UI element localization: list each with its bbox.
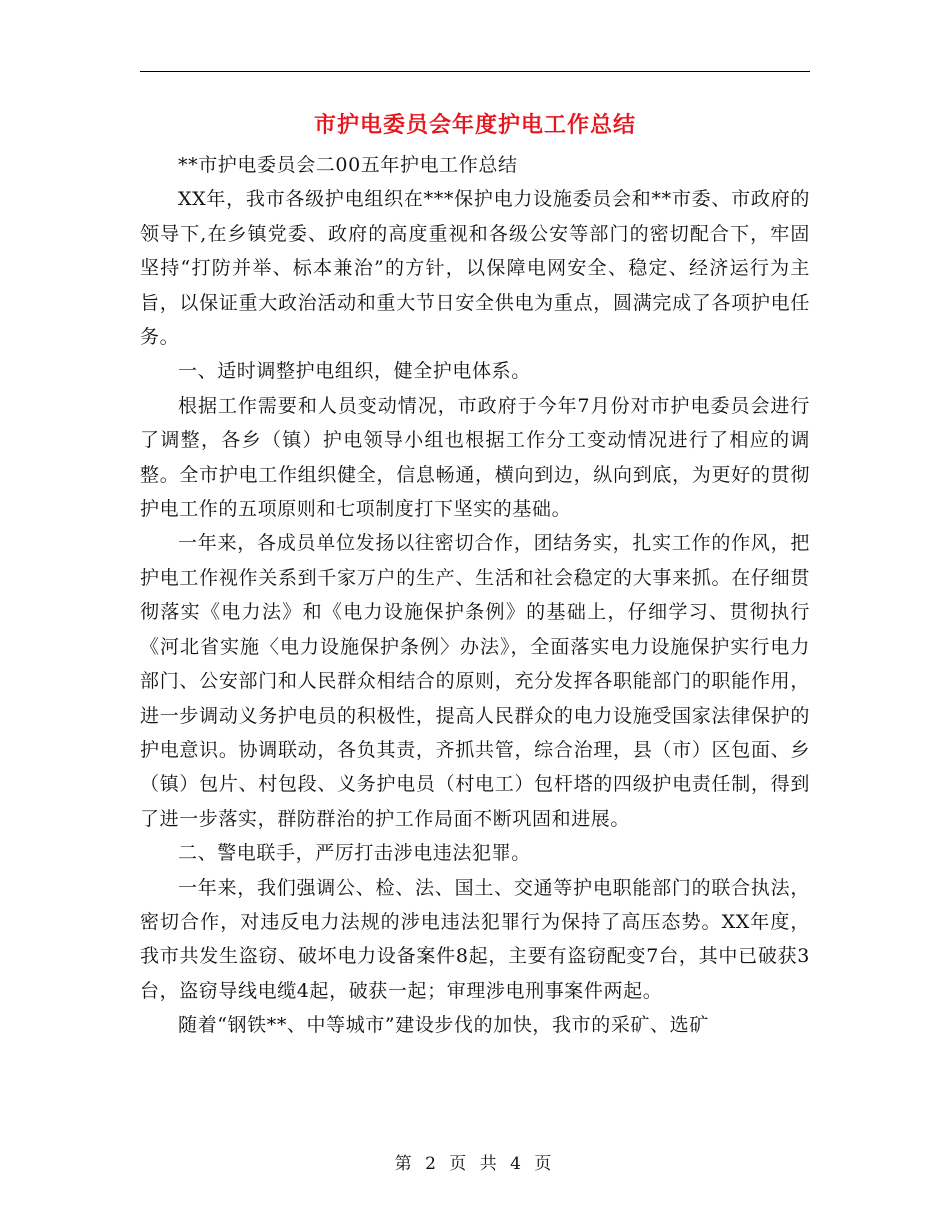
document-title: 市护电委员会年度护电工作总结 (313, 112, 636, 138)
section-heading-2: 二、警电联手，严厉打击涉电违法犯罪。 (178, 842, 531, 865)
body-paragraph: 一年来，各成员单位发扬以往密切合作，团结务实，扎实工作的作风，把护电工作视作关系到千家万户的生产、生活和社会稳定的大事来抓。在仔细贯彻落实《电力法》和《电力设施保护条例》的基础上，仔细学习、贯彻执行《河北省实施〈电力设施保护条例〉办法》，全面落实电力设施保护实行电力部门、公安部门和人民群众相结合的原则，充分发挥各职能部门的职能作用，进一步调动义务护电员的积极性，提高人民群众的电力设施受国家法律保护的护电意识。协调联动，各负其责，齐抓共管，综合治理，县（市）区包面、乡（镇）包片、村包段、义务护电员（村电工）包杆塔的四级护电责任制，得到了进一步落实，群防群治的护工作局面不断巩固和进展。 (140, 532, 810, 830)
document-body (140, 148, 810, 1043)
body-paragraph-continued: 随着“钢铁**、中等城市”建设步伐的加快，我市的采矿、选矿 (178, 1014, 709, 1037)
intro-paragraph: XX年，我市各级护电组织在***保护电力设施委员会和**市委、市政府的领导下,在乡镇党委、政府的高度重视和各级公安等部门的密切配合下，牢固坚持“打防并举、标本兼治”的方针，以保障电网安全、稳定、经济运行为主旨，以保证重大政治活动和重大节日安全供电为重点，圆满完成了各项护电任务。 (140, 188, 810, 349)
body-paragraph: 根据工作需要和人员变动情况，市政府于今年7月份对市护电委员会进行了调整，各乡（镇）护电领导小组也根据工作分工变动情况进行了相应的调整。全市护电工作组织健全，信息畅通，横向到边，纵向到底，为更好的贯彻护电工作的五项原则和七项制度打下坚实的基础。 (140, 394, 810, 521)
body-paragraph: 一年来，我们强调公、检、法、国土、交通等护电职能部门的联合执法，密切合作，对违反电力法规的涉电违法犯罪行为保持了高压态势。XX年度，我市共发生盗窃、破坏电力设备案件8起，主要有盗窃配变7台，其中已破获3台，盗窃导线电缆4起，破获一起；审理涉电刑事案件两起。 (140, 876, 810, 1002)
section-heading-1: 一、适时调整护电组织，健全护电体系。 (178, 360, 531, 383)
header-rule (140, 71, 810, 72)
page-number: 第 2 页 共 4 页 (394, 1154, 556, 1174)
subtitle-paragraph: **市护电委员会二00五年护电工作总结 (178, 154, 518, 176)
